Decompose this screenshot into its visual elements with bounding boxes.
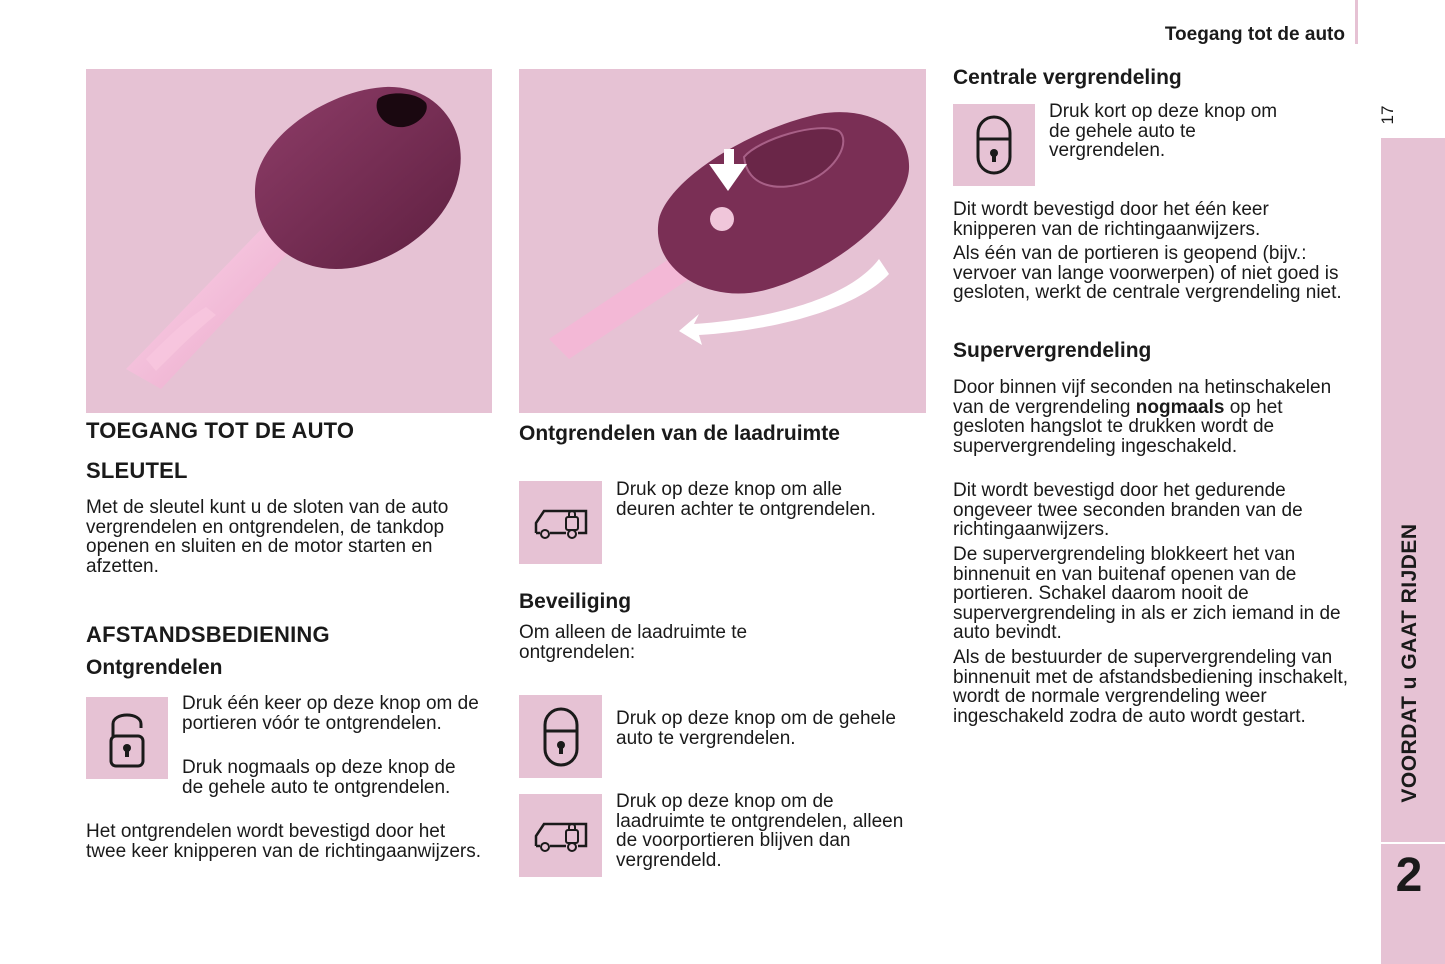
central-locking-text: Druk kort op deze knop om de gehele auto te vergrendelen. — [1049, 101, 1278, 161]
section-title: TOEGANG TOT DE AUTO — [86, 418, 355, 443]
cargo-unlock-title: Ontgrendelen van de laadruimte — [519, 422, 840, 445]
super-locking-para-4: Als de bestuurder de supervergrendeling van binnenuit met de afstandsbediening inschakelt, wordt de normale vergrendeling weer ingeschakeld zodra de auto wordt gestart. — [953, 647, 1349, 727]
unlocked-padlock-icon — [103, 706, 151, 770]
super-locking-para-2: Dit wordt bevestigd door het gedurende ongeveer twee seconden branden van de richtingaanwijzers. — [953, 480, 1303, 540]
unlock-text-1: Druk één keer op deze knop om de portieren vóór te ontgrendelen. — [182, 693, 479, 734]
unlock-confirmation: Het ontgrendelen wordt bevestigd door het twee keer knipperen van de richtingaanwijzers. — [86, 821, 481, 862]
page-header-title: Toegang tot de auto — [1164, 24, 1345, 45]
chapter-divider — [1381, 842, 1445, 844]
remote-title: AFSTANDSBEDIENING — [86, 622, 330, 647]
central-locking-title: Centrale vergrendeling — [953, 66, 1182, 89]
security-intro: Om alleen de laadruimte te ontgrendelen: — [519, 622, 748, 663]
super-locking-para-1: Door binnen vijf seconden na hetinschakelen van de vergrendeling nogmaals op het gesloten hangslot te drukken wordt de supervergrendeling ingeschakeld. — [953, 377, 1332, 457]
unlock-button-icon-box — [86, 697, 168, 779]
van-padlock-icon — [530, 505, 592, 541]
page-number: 17 — [1378, 105, 1397, 125]
remote-illustration — [519, 69, 926, 413]
remote-key-icon — [519, 69, 926, 413]
super-locking-title: Supervergrendeling — [953, 339, 1152, 362]
security-title: Beveiliging — [519, 590, 632, 613]
van-padlock-icon — [530, 818, 592, 854]
chapter-label: VOORDAT u GAAT RIJDEN — [1398, 523, 1421, 803]
unlock-title: Ontgrendelen — [86, 656, 223, 679]
key-illustration — [86, 69, 492, 413]
locked-padlock-icon — [970, 113, 1018, 177]
key-description: Met de sleutel kunt u de sloten van de auto vergrendelen en ontgrendelen, de tankdop openen en sluiten en de motor starten en afzetten. — [86, 497, 449, 577]
chapter-number: 2 — [1395, 849, 1423, 902]
lock-button-icon-box — [519, 695, 602, 778]
key-icon — [86, 69, 492, 413]
cargo-unlock-text: Druk op deze knop om alle deuren achter te ontgrendelen. — [616, 479, 876, 520]
central-locking-note: Als één van de portieren is geopend (bijv.: vervoer van lange voorwerpen) of niet goed is gesloten, werkt de centrale vergrendeling niet. — [953, 243, 1342, 303]
key-title: SLEUTEL — [86, 458, 188, 483]
cargo-button-icon-box-2 — [519, 794, 602, 877]
security-step-1: Druk op deze knop om de gehele auto te vergrendelen. — [616, 708, 896, 749]
locked-padlock-icon — [537, 705, 585, 769]
central-lock-icon-box — [953, 104, 1035, 186]
unlock-text-2: Druk nogmaals op deze knop de de gehele auto te ontgrendelen. — [182, 757, 456, 798]
super-locking-para-3: De supervergrendeling blokkeert het van binnenuit en van buitenaf openen van de portieren. Schakel daarom nooit de supervergrendeling in als er zich iemand in de auto bevindt. — [953, 544, 1341, 643]
cargo-button-icon-box — [519, 481, 602, 564]
header-divider — [1355, 0, 1358, 44]
central-locking-confirm: Dit wordt bevestigd door het één keer knipperen van de richtingaanwijzers. — [953, 199, 1269, 240]
security-step-2: Druk op deze knop om de laadruimte te ontgrendelen, alleen de voorportieren blijven dan vergrendeld. — [616, 791, 904, 871]
